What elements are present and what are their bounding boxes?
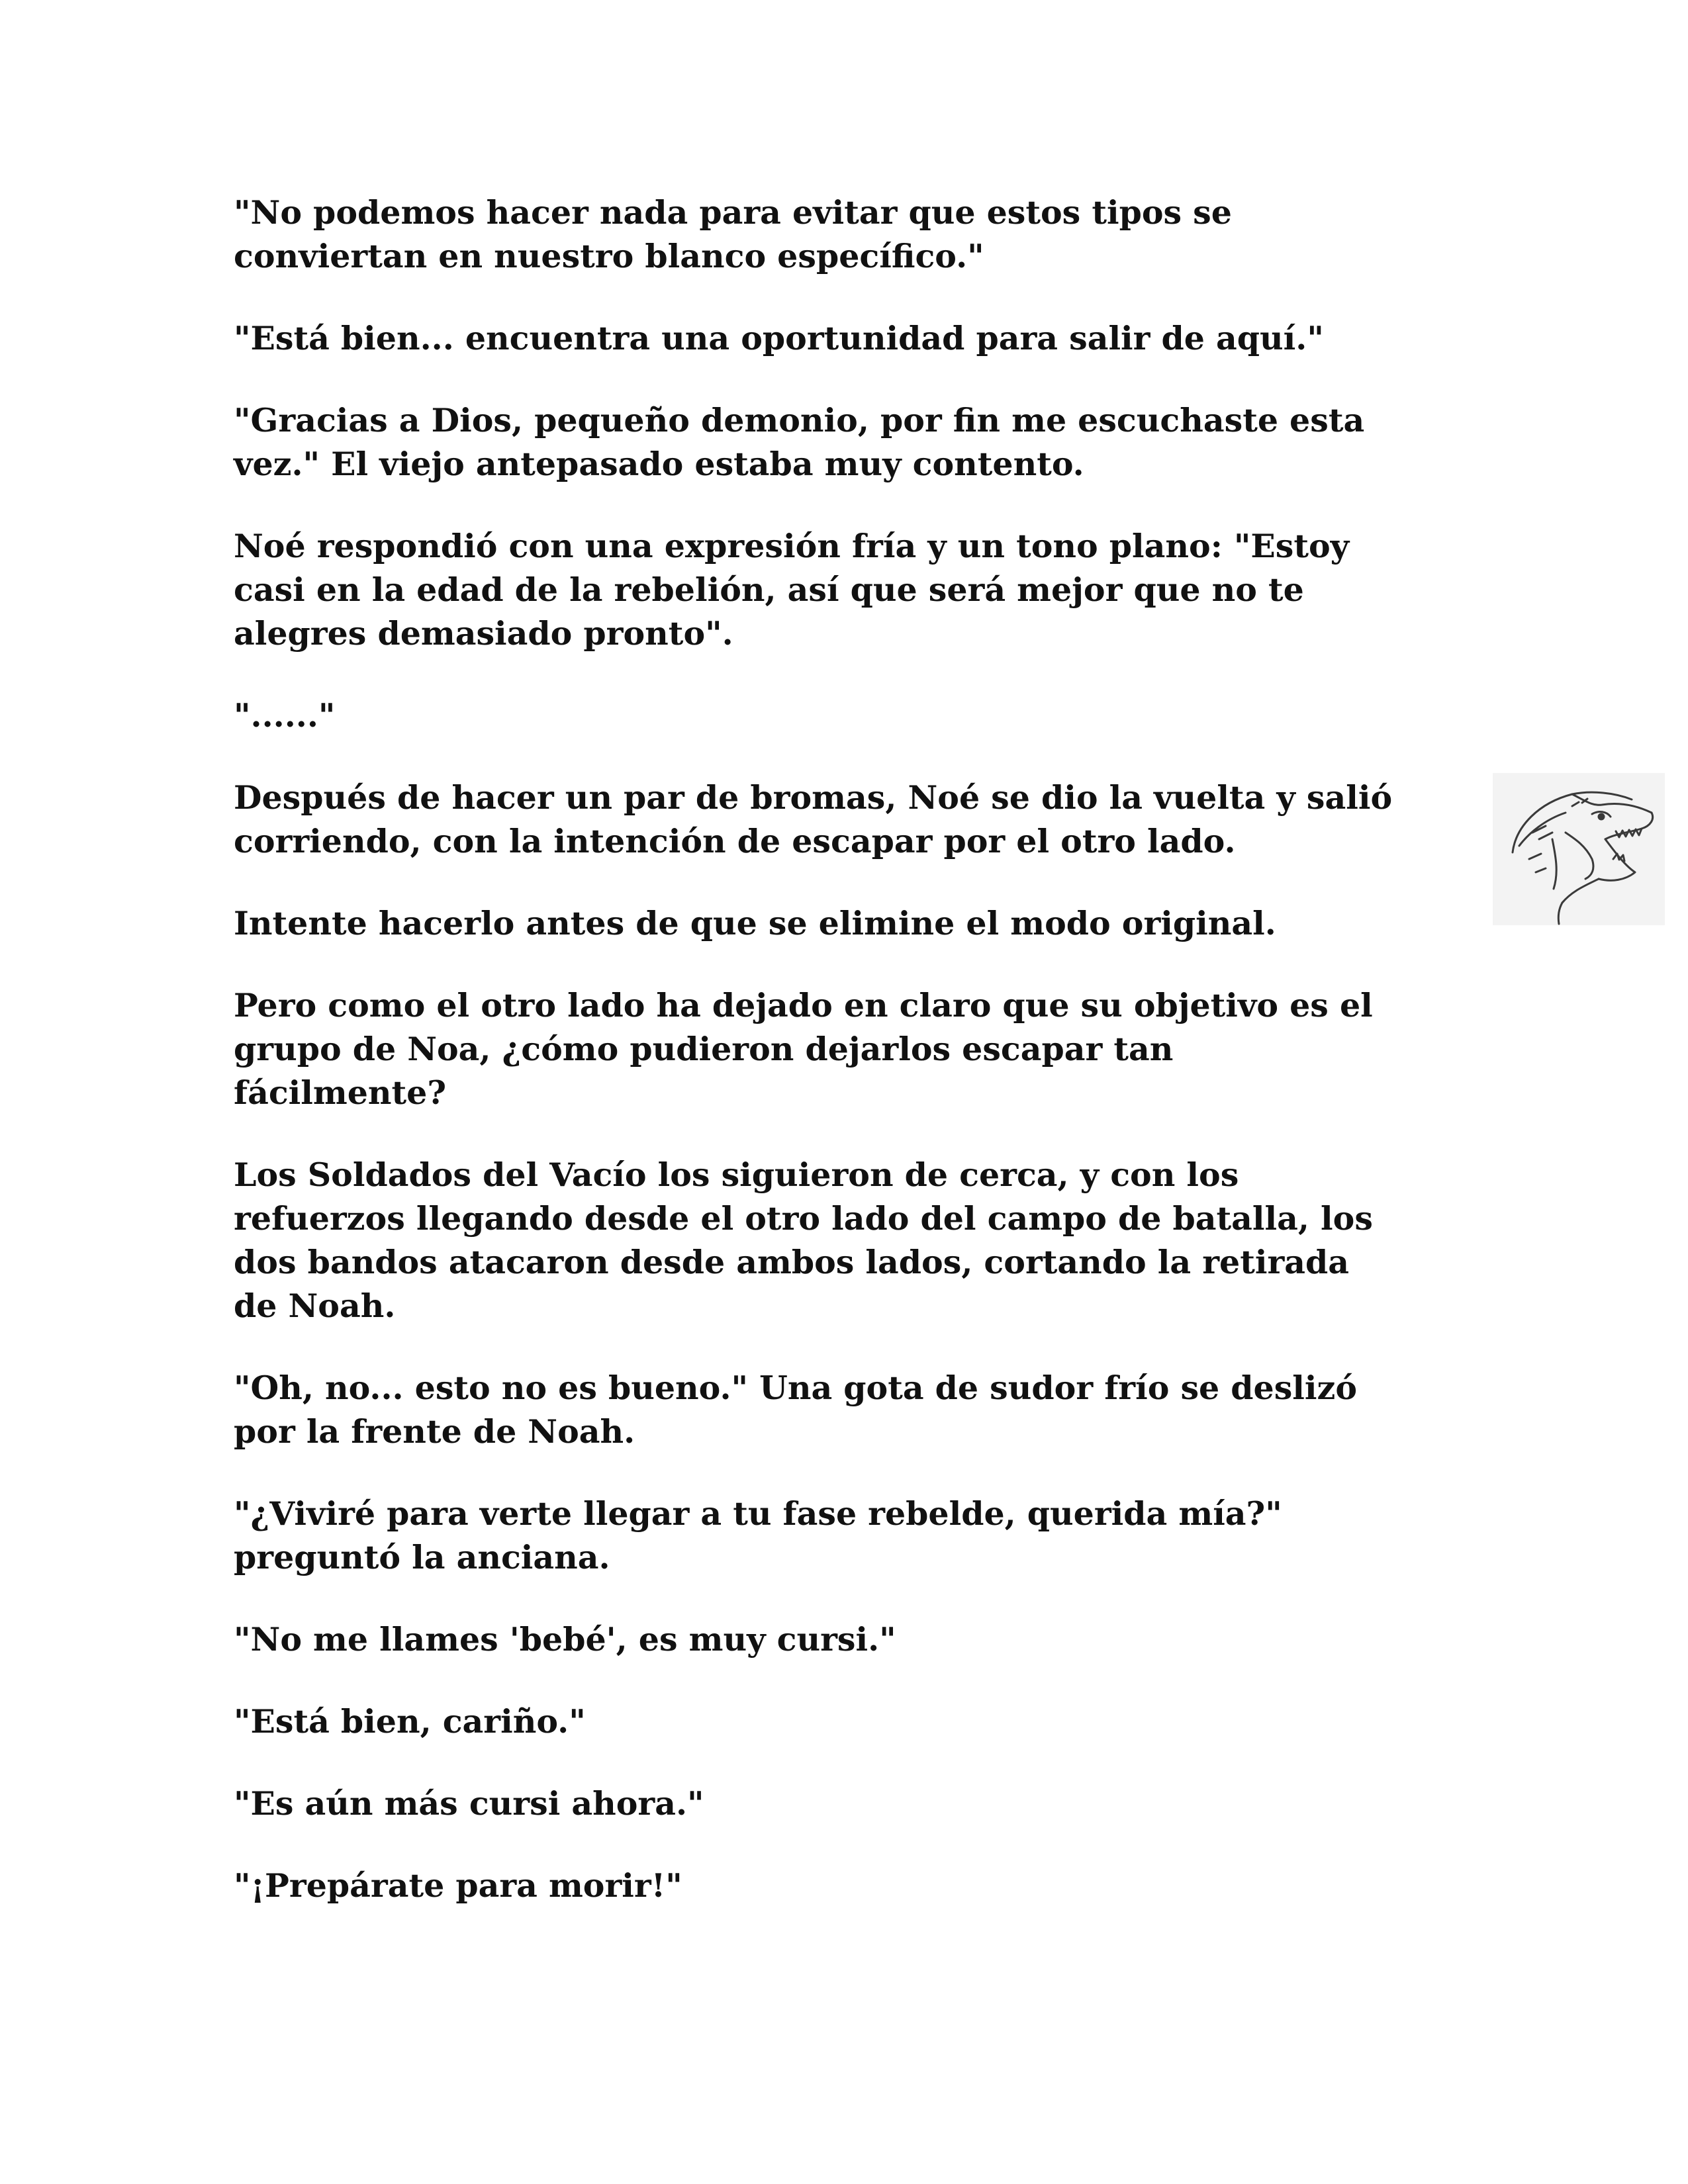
paragraph: "Está bien, cariño."	[234, 1702, 586, 1741]
story-text	[234, 191, 1452, 1946]
paragraph: "¿Viviré para verte llegar a tu fase rebelde, querida mía?" preguntó la anciana.	[234, 1494, 1282, 1576]
paragraph: Los Soldados del Vacío los siguieron de cerca, y con los refuerzos llegando desde el otro lado del campo de batalla, los dos bandos atacaron desde ambos lados, cortando la retirada de Noah.	[234, 1156, 1373, 1325]
paragraph: "No me llames 'bebé', es muy cursi."	[234, 1620, 896, 1659]
paragraph: Después de hacer un par de bromas, Noé se dio la vuelta y salió corriendo, con la intención de escapar por el otro lado.	[234, 778, 1393, 860]
paragraph: "Gracias a Dios, pequeño demonio, por fin me escuchaste esta vez." El viejo antepasado estaba muy contento.	[234, 401, 1365, 483]
dinosaur-head-sketch-icon	[1493, 773, 1665, 925]
paragraph: "Es aún más cursi ahora."	[234, 1784, 704, 1823]
paragraph: Intente hacerlo antes de que se elimine el modo original.	[234, 904, 1276, 942]
paragraph: "¡Prepárate para morir!"	[234, 1866, 682, 1905]
paragraph: "Oh, no... esto no es bueno." Una gota de sudor frío se deslizó por la frente de Noah.	[234, 1369, 1358, 1451]
paragraph: "......"	[234, 696, 336, 735]
paragraph: "Está bien... encuentra una oportunidad para salir de aquí."	[234, 319, 1324, 357]
paragraph: Noé respondió con una expresión fría y un tono plano: "Estoy casi en la edad de la rebelión, así que será mejor que no te alegres demasiado pronto".	[234, 527, 1350, 653]
paragraph: Pero como el otro lado ha dejado en claro que su objetivo es el grupo de Noa, ¿cómo pudieron dejarlos escapar tan fácilmente?	[234, 986, 1373, 1112]
paragraph: "No podemos hacer nada para evitar que estos tipos se conviertan en nuestro blanco específico."	[234, 193, 1232, 275]
